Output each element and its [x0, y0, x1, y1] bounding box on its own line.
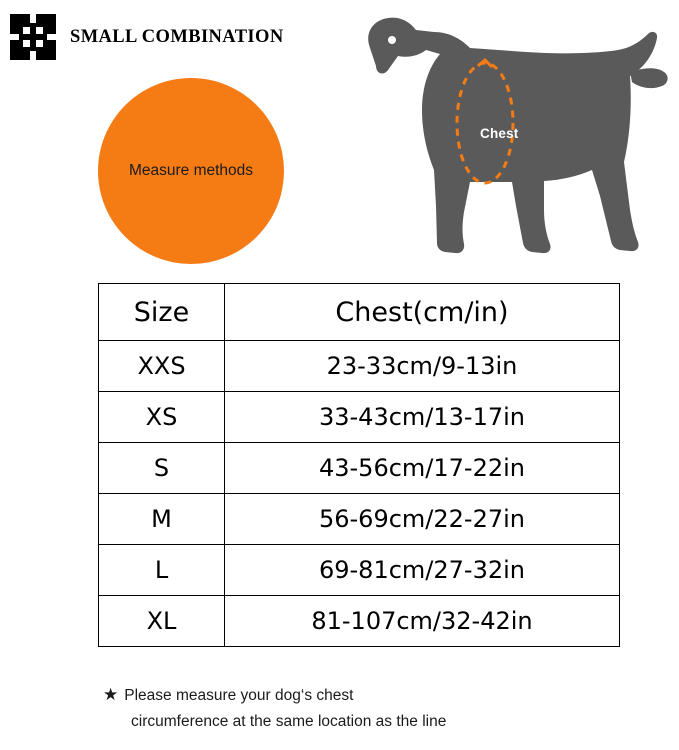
cell-chest: 81-107cm/32-42in [225, 596, 620, 647]
measurement-note-line1: Please measure your dog‘s chest [124, 687, 354, 704]
cell-chest: 69-81cm/27-32in [225, 545, 620, 596]
cell-chest: 33-43cm/13-17in [225, 392, 620, 443]
column-header-chest: Chest(cm/in) [225, 284, 620, 341]
measure-methods-label: Measure methods [128, 162, 254, 179]
cell-size: XXS [99, 341, 225, 392]
table-row [99, 494, 620, 545]
cell-size: XL [99, 596, 225, 647]
chest-measure-dashed-loop-icon [440, 58, 530, 188]
table-row [99, 545, 620, 596]
cell-size: M [99, 494, 225, 545]
column-header-size: Size [99, 284, 225, 341]
brand-header [10, 14, 284, 60]
table-header-row [99, 284, 620, 341]
page-title: SMALL COMBINATION [70, 26, 284, 47]
table-row [99, 341, 620, 392]
chest-label: Chest [480, 126, 519, 141]
cell-chest: 23-33cm/9-13in [225, 341, 620, 392]
star-icon: ★ [103, 685, 119, 704]
dog-illustration [330, 10, 670, 272]
cell-chest: 43-56cm/17-22in [225, 443, 620, 494]
table-row [99, 443, 620, 494]
cell-size: L [99, 545, 225, 596]
measurement-note-line2: circumference at the same location as the line [131, 713, 447, 730]
table-row [99, 392, 620, 443]
cell-chest: 56-69cm/22-27in [225, 494, 620, 545]
table-row [99, 596, 620, 647]
measure-methods-badge [98, 78, 284, 264]
cell-size: S [99, 443, 225, 494]
cell-size: XS [99, 392, 225, 443]
four-squares-cross-logo-icon [10, 14, 56, 60]
measurement-note [103, 682, 643, 735]
size-chart-table [98, 283, 620, 647]
